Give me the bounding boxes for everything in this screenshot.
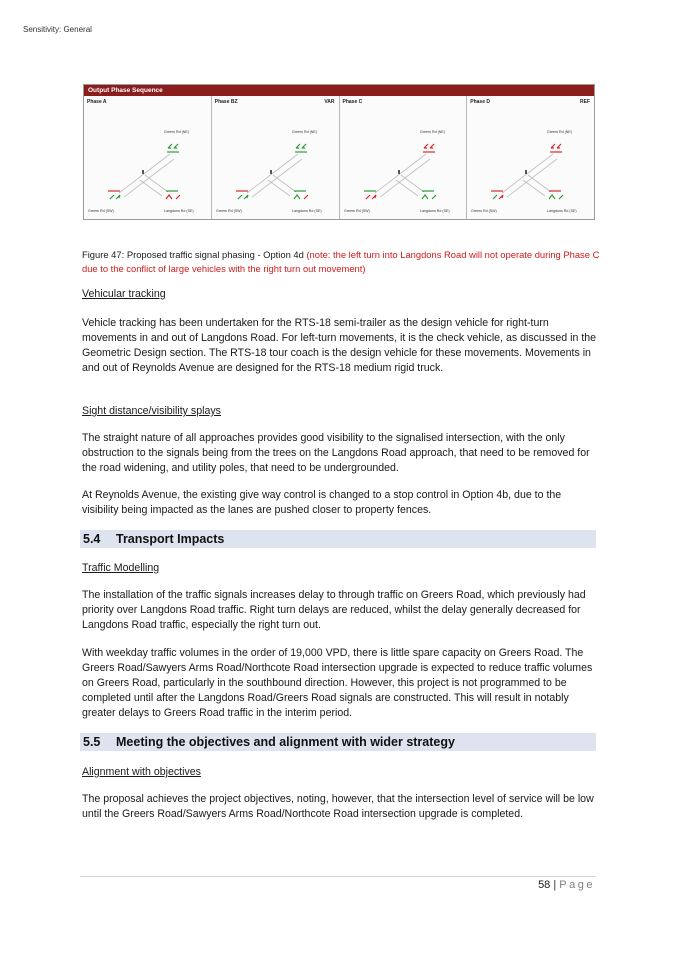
signal-head-icon [398,170,400,174]
label-greers-ne: Greers Rd (NE) [419,130,445,134]
phase-tag: VAR [324,99,335,105]
phase-name: Phase A [87,99,107,105]
phase-panel-bz [212,96,340,219]
phase-panel-d [467,96,594,219]
intersection-diagram [212,96,339,219]
section-number: 5.5 [83,735,101,749]
footer-divider [80,876,596,877]
intersection-diagram [84,96,211,219]
road-lines-icon [119,154,174,197]
signal-head-icon [270,170,272,174]
road-lines-icon [375,154,430,197]
signal-head-icon [525,170,527,174]
label-greers-ne: Greers Rd (NE) [547,130,573,134]
phase-name: Phase D [470,99,490,105]
label-greers-sw: Greers Rd (SW) [343,209,370,213]
label-langdons-se: Langdons Rd (SE) [291,209,322,213]
phase-panel-a [84,96,212,219]
caption-note: (note: the left turn into Langdons Road will not operate during Phase C due to the conflict of large vehicles with the right turn out movement) [82,249,600,274]
label-langdons-se: Langdons Rd (SE) [164,209,194,213]
arrows-se-icon [549,191,563,199]
paragraph-traffic-volumes: With weekday traffic volumes in the order of 19,000 VPD, there is little spare capacity on Greers Road. The Greers Road/Sawyers Arms Road/Northcote Road intersection upgrade is expected to reduce traffic volumes on Greers Road, particularly in the southbound direction. However, this project is not programmed to be completed until after the Langdons Road/Greers Road signals are constructed. This will result in notably greater delays to Greers Road traffic in the interim period. [82,647,593,719]
section-heading-5-5 [80,733,596,751]
heading-alignment-objectives: Alignment with objectives [82,766,201,778]
section-heading-5-4 [80,530,596,548]
label-greers-ne: Greers Rd (NE) [164,130,189,134]
arrows-se-icon [422,191,436,199]
paragraph-reynolds-avenue: At Reynolds Avenue, the existing give way control is changed to a stop control in Option 4b, due to the visibility being impacted as the lanes are pushed closer to property fences. [82,489,562,516]
arrows-ne-icon [295,144,307,152]
arrows-ne-icon [167,144,179,152]
section-number: 5.4 [83,532,101,546]
phase-panels [84,96,594,219]
arrows-sw-icon [491,191,503,199]
label-greers-sw: Greers Rd (SW) [215,209,242,213]
road-lines-icon [247,154,302,197]
page-number: 58 [538,879,551,891]
signal-head-icon [142,170,144,174]
page-number-footer [505,879,595,891]
intersection-diagram [467,96,594,219]
arrows-sw-icon [236,191,248,199]
road-lines-icon [502,154,557,197]
phase-name: Phase BZ [214,99,238,105]
arrows-sw-icon [108,191,120,199]
arrows-se-icon [294,191,308,199]
page-separator: | [553,879,557,891]
section-title: Transport Impacts [116,532,225,546]
label-langdons-se: Langdons Rd (SE) [547,209,577,213]
intersection-diagram [340,96,467,219]
caption-text: Figure 47: Proposed traffic signal phasing - Option 4d [82,249,307,260]
paragraph-traffic-signals: The installation of the traffic signals increases delay to through traffic on Greers Road, which previously had priority over Langdons Road traffic. Right turn delays are reduced, whilst the delay generally decreased for Langdons Road traffic, especially the right turn out. [82,589,586,631]
phase-tag: REF [580,99,590,105]
arrows-ne-icon [550,144,562,152]
heading-traffic-modelling: Traffic Modelling [82,562,160,574]
paragraph-vehicular-tracking: Vehicle tracking has been undertaken for the RTS-18 semi-trailer as the design vehicle for right-turn movements in and out of Langdons Road. For left-turn movements, it is the check vehicle, as discussed in the Geometric Design section. The RTS-18 tour coach is the design vehicle for these movements. Movements in and out of Reynolds Avenue are designed for the RTS-18 medium rigid truck. [82,317,597,374]
label-greers-ne: Greers Rd (NE) [291,130,317,134]
phase-name: Phase C [342,99,363,105]
sensitivity-label: Sensitivity: General [23,25,92,34]
paragraph-alignment-objectives: The proposal achieves the project objectives, noting, however, that the intersection level of service will be low until the Greers Road/Sawyers Arms Road/Northcote Road intersection upgrade is completed. [82,793,594,820]
phase-sequence-figure [83,84,595,220]
heading-vehicular-tracking: Vehicular tracking [82,288,166,300]
heading-sight-distance: Sight distance/visibility splays [82,405,221,417]
paragraph-sight-distance: The straight nature of all approaches provides good visibility to the signalised intersection, with the only obstruction to the signals being from the trees on the Langdons Road approach, that need to be removed for the road widening, and utility poles, that need to be undergrounded. [82,432,590,474]
phase-panel-c [340,96,468,219]
arrows-ne-icon [423,144,435,152]
section-title: Meeting the objectives and alignment with wider strategy [116,735,455,749]
arrows-se-icon [166,191,180,199]
figure-title: Output Phase Sequence [84,85,594,96]
arrows-sw-icon [364,191,376,199]
label-greers-sw: Greers Rd (SW) [471,209,498,213]
figure-caption [82,248,602,276]
label-langdons-se: Langdons Rd (SE) [419,209,450,213]
page-word: Page [559,879,595,891]
label-greers-sw: Greers Rd (SW) [88,209,114,213]
